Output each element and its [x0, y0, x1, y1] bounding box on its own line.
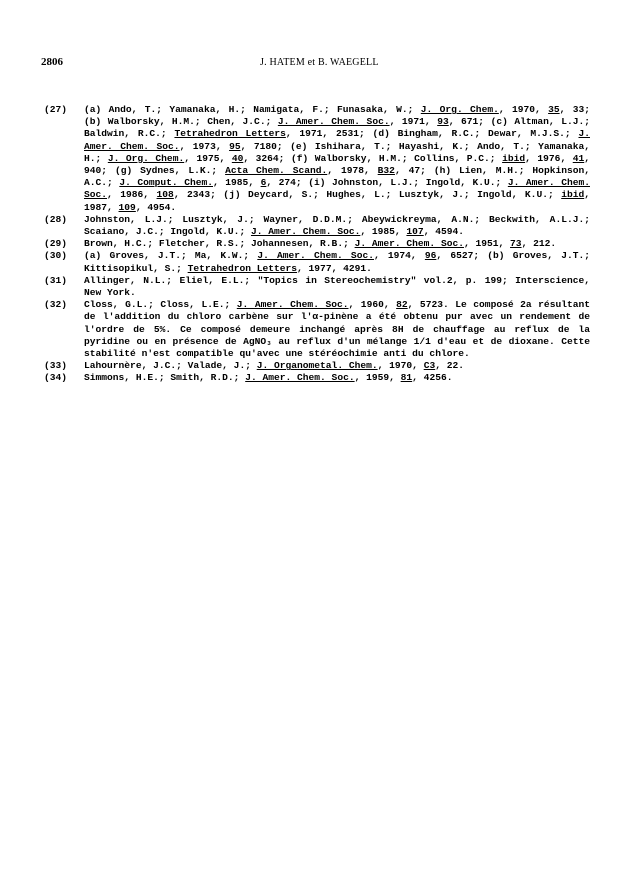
reference-text-segment: , 671; (c) Altman, L.J.; Baldwin, R.C.; — [84, 116, 590, 140]
reference-text-segment: , 1974, — [373, 250, 425, 262]
reference-text-segment: Johnston, L.J.; Lusztyk, J.; Wayner, D.D.M.; Abeywickreyma, A.N.; Beckwith, A.L.J.; Scaiano, J.C.; Ingold, K.U.; — [84, 213, 590, 238]
reference-text-segment: Simmons, H.E.; Smith, R.D.; — [84, 372, 246, 384]
reference-text-segment: , 1978, — [327, 165, 378, 177]
reference-text-segment: Brown, H.C.; Fletcher, R.S.; Johannesen, R.B.; — [84, 238, 355, 250]
reference-text-segment: , 1951, — [463, 238, 511, 250]
reference-journal-or-volume: J. Org. Chem. — [107, 152, 185, 164]
reference-journal-or-volume: Acta Chem. Scand. — [225, 165, 328, 177]
reference-journal-or-volume: J. Amer. Chem. Soc. — [236, 299, 349, 311]
reference-journal-or-volume: ibid — [502, 152, 526, 164]
reference-journal-or-volume: 95 — [229, 140, 241, 152]
reference-number: (34) — [44, 372, 68, 384]
reference-journal-or-volume: J. Amer. Chem. Soc. — [250, 226, 361, 238]
reference-journal-or-volume: 6 — [260, 177, 267, 189]
reference-text — [84, 250, 590, 274]
reference-text-segment: , 1971, 2531; (d) Bingham, R.C.; Dewar, M.J.S.; — [285, 128, 579, 140]
reference-journal-or-volume: J. Amer. Chem. Soc. — [245, 372, 355, 384]
reference-number: (31) — [44, 274, 68, 286]
reference-text-segment: , 1977, 4291. — [297, 262, 372, 274]
reference-text — [84, 360, 590, 372]
reference-journal-or-volume: Tetrahedron Letters — [174, 128, 286, 140]
reference-journal-or-volume: 35 — [548, 104, 560, 115]
reference-text-segment: , 1970, — [498, 104, 549, 115]
reference-journal-or-volume: C3 — [423, 360, 436, 372]
reference-text-segment: , 212. — [521, 238, 557, 250]
reference-text-segment: , 1987, — [84, 189, 590, 213]
reference-journal-or-volume: 96 — [424, 250, 437, 262]
reference-text-segment: , 6527; (b) Groves, J.T.; Kittisopikul, S.; — [84, 250, 591, 274]
reference-entry — [44, 104, 590, 214]
reference-text-segment: Allinger, N.L.; Eliel, E.L.; "Topics in Stereochemistry" vol.2, p. 199; Interscience, New York. — [84, 274, 590, 299]
reference-text-segment: , 1985, — [360, 226, 407, 238]
reference-number: (28) — [44, 213, 68, 225]
reference-entry — [44, 250, 590, 274]
reference-entry — [44, 238, 590, 250]
reference-text-segment: , 1959, — [354, 372, 401, 384]
reference-text — [84, 299, 590, 360]
reference-text-segment: (a) Groves, J.T.; Ma, K.W.; — [84, 250, 258, 262]
reference-journal-or-volume: J. Amer. Chem. Soc. — [277, 116, 390, 128]
reference-entry — [44, 299, 590, 360]
reference-journal-or-volume: 73 — [510, 238, 522, 250]
reference-number: (27) — [44, 104, 68, 115]
reference-text — [84, 238, 590, 250]
reference-number: (29) — [44, 238, 68, 250]
reference-journal-or-volume: J. Amer. Chem. Soc. — [354, 238, 464, 250]
reference-text-segment: , 1960, — [348, 299, 397, 311]
reference-text-segment: , 22. — [435, 360, 464, 372]
page-number: 2806 — [41, 56, 63, 68]
reference-journal-or-volume: 108 — [156, 189, 174, 201]
reference-journal-or-volume: Tetrahedron Letters — [187, 262, 298, 274]
reference-text-segment: , 1986, — [107, 189, 157, 201]
reference-journal-or-volume: 93 — [437, 116, 449, 128]
reference-entry — [44, 275, 590, 299]
reference-journal-or-volume: 40 — [231, 152, 244, 164]
reference-text-segment: , 274; (i) Johnston, L.J.; Ingold, K.U.; — [266, 177, 508, 189]
reference-text-segment: , 47; (h) Lien, M.H.; Hopkinson, A.C.; — [84, 165, 591, 189]
reference-journal-or-volume: J. Organometal. Chem. — [256, 360, 378, 372]
reference-journal-or-volume: J. Amer. Chem. Soc. — [257, 250, 374, 262]
reference-text-segment: , 7180; (e) Ishihara, T.; Hayashi, K.; Ando, T.; Yamanaka, H.; — [84, 140, 590, 164]
reference-number: (30) — [44, 250, 68, 262]
reference-text-segment: , 1976, — [525, 152, 573, 164]
reference-text-segment: , 1985, — [213, 177, 261, 189]
reference-text-segment: , 5723. Le composé 2a résultant de l'addition du chloro carbène sur l'α-pinène a été obtenu pur avec un rendement de l'ordre de 5%. Ce composé demeure inchangé après 8H de chauffage au reflux de la pyridine ou en présence de AgNO₃ au reflux d'un mélange 1/1 d'eau et de dioxane. Cette stabilité n'est compatible qu'avec une stéréochimie anti du chlore. — [84, 299, 590, 360]
reference-text-segment: , 4256. — [412, 372, 453, 384]
reference-text — [84, 372, 590, 384]
reference-text-segment: (a) Ando, T.; Yamanaka, H.; Namigata, F.; Funasaka, W.; — [84, 104, 421, 115]
reference-journal-or-volume: 81 — [400, 372, 413, 384]
reference-text-segment: Lahournère, J.C.; Valade, J.; — [84, 360, 257, 372]
reference-text-segment: , 1973, — [179, 140, 230, 152]
reference-text — [84, 214, 590, 238]
reference-journal-or-volume: 41 — [572, 152, 585, 164]
running-head: J. HATEM et B. WAEGELL — [260, 57, 379, 68]
reference-journal-or-volume: J. Org. Chem. — [420, 104, 499, 115]
reference-text-segment: Closs, G.L.; Closs, L.E.; — [84, 299, 237, 311]
reference-text-segment: , 2343; (j) Deycard, S.; Hughes, L.; Lusztyk, J.; Ingold, K.U.; — [173, 189, 562, 201]
reference-text — [84, 275, 590, 299]
reference-number: (32) — [44, 299, 68, 311]
reference-journal-or-volume: J. Amer. Chem. Soc. — [84, 177, 590, 201]
reference-text-segment: , 1971, — [389, 116, 438, 128]
reference-journal-or-volume: ibid — [561, 189, 585, 201]
reference-text-segment: , 4594. — [423, 226, 465, 238]
reference-journal-or-volume: 82 — [396, 299, 408, 311]
reference-text-segment: , 3264; (f) Walborsky, H.M.; Collins, P.C.; — [243, 152, 503, 164]
reference-text-segment: , 940; (g) Sydnes, L.K.; — [84, 152, 591, 177]
reference-number: (33) — [44, 360, 68, 372]
reference-journal-or-volume: J. Comput. Chem. — [119, 177, 213, 189]
reference-text-segment: , 33; (b) Walborsky, H.M.; Chen, J.C.; — [84, 104, 591, 128]
reference-text-segment: , 1970, — [377, 360, 424, 372]
reference-journal-or-volume: J. Amer. Chem. Soc. — [84, 128, 590, 152]
reference-text-segment: , 1975, — [184, 152, 232, 164]
reference-journal-or-volume: 107 — [406, 226, 424, 238]
reference-list — [44, 104, 590, 385]
reference-journal-or-volume: 109 — [118, 201, 136, 213]
reference-entry — [44, 372, 590, 384]
reference-entry — [44, 214, 590, 238]
reference-journal-or-volume: B32 — [377, 165, 395, 177]
reference-text-segment: , 4954. — [135, 201, 177, 213]
reference-entry — [44, 360, 590, 372]
reference-text — [84, 104, 590, 214]
